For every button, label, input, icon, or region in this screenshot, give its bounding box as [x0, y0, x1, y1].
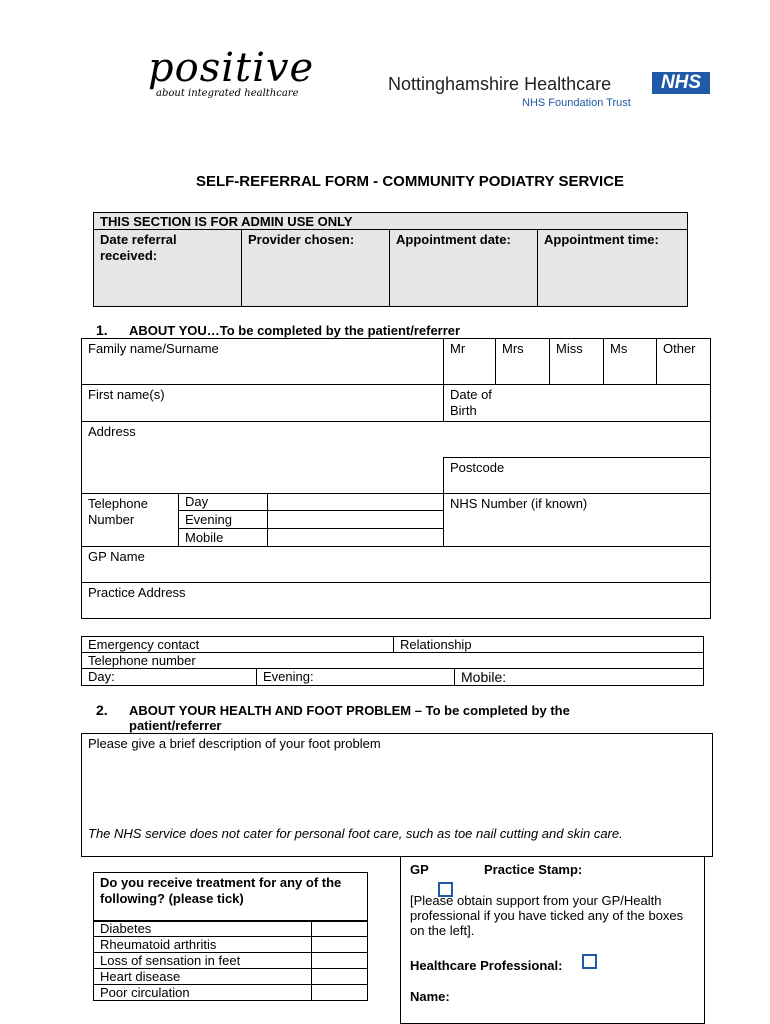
logo-tagline: about integrated healthcare [156, 88, 299, 99]
telephone-label: Telephone Number [88, 496, 148, 527]
admin-appt-time-label: Appointment time: [544, 232, 659, 247]
telephone-label-cell [81, 493, 179, 547]
practice-address-label: Practice Address [88, 585, 186, 600]
page-title: SELF-REFERRAL FORM - COMMUNITY PODIATRY SERVICE [195, 173, 625, 190]
emergency-day-field[interactable] [81, 668, 257, 686]
positive-logo [148, 45, 318, 108]
admin-appt-date[interactable] [389, 229, 538, 307]
admin-provider[interactable] [241, 229, 390, 307]
name-label: Name: [410, 989, 450, 1004]
gp-label: GP [410, 862, 429, 877]
title-mrs[interactable] [495, 338, 550, 385]
hcp-label: Healthcare Professional: [410, 958, 563, 973]
emergency-contact-label: Emergency contact [88, 637, 200, 652]
condition-label-cell [93, 920, 312, 937]
title-miss[interactable] [549, 338, 604, 385]
phone-day-label: Day [185, 494, 209, 509]
title-other[interactable] [656, 338, 711, 385]
address-field[interactable] [81, 421, 711, 458]
phone-day-input[interactable] [267, 493, 444, 511]
condition-label-cell [93, 968, 312, 985]
condition-tick-cell[interactable] [311, 984, 368, 1001]
title-mr[interactable] [443, 338, 496, 385]
emergency-telephone-row [81, 652, 704, 669]
admin-date-referral-label: Date referral received: [100, 232, 177, 263]
relationship-label: Relationship [400, 637, 472, 652]
admin-provider-label: Provider chosen: [248, 232, 355, 247]
title-miss-label: Miss [556, 341, 583, 356]
nhs-number-field[interactable] [443, 493, 711, 547]
section2-number: 2. [96, 702, 108, 718]
conditions-question-text: Do you receive treatment for any of the following? (please tick) [100, 875, 342, 906]
condition-label: Heart disease [100, 969, 181, 984]
family-name-field[interactable] [81, 338, 444, 385]
gp-name-field[interactable] [81, 546, 711, 583]
title-mr-label: Mr [450, 341, 466, 356]
emergency-contact-field[interactable] [81, 636, 394, 653]
admin-appt-time[interactable] [537, 229, 688, 307]
logo-text: positive [148, 45, 315, 91]
conditions-question [93, 872, 368, 922]
section2-heading [129, 703, 629, 733]
emergency-evening-field[interactable] [256, 668, 455, 686]
phone-mobile-input[interactable] [267, 528, 444, 547]
section1-heading: ABOUT YOU…To be completed by the patient/referrer [129, 323, 461, 338]
address-field-cont[interactable] [81, 457, 444, 494]
emergency-mobile-label: Mobile: [461, 669, 507, 685]
emergency-evening-label: Evening: [263, 669, 314, 684]
emergency-telephone-label: Telephone number [88, 653, 196, 668]
section2-heading-text: ABOUT YOUR HEALTH AND FOOT PROBLEM – To be completed by the patient/referrer [129, 703, 570, 733]
first-name-label: First name(s) [88, 387, 165, 402]
condition-tick-cell[interactable] [311, 952, 368, 969]
admin-date-referral[interactable] [93, 229, 242, 307]
emergency-mobile-field[interactable] [454, 668, 704, 686]
stamp-note: [Please obtain support from your GP/Health professional if you have ticked any of the boxes on the left]. [410, 893, 684, 938]
dob-label: Date of Birth [450, 387, 492, 418]
condition-label-cell [93, 952, 312, 969]
admin-appt-date-label: Appointment date: [396, 232, 511, 247]
hcp-checkbox[interactable] [582, 954, 597, 969]
relationship-field[interactable] [393, 636, 704, 653]
phone-evening-label-cell [178, 510, 268, 529]
phone-mobile-label: Mobile [185, 530, 224, 545]
postcode-field[interactable] [443, 457, 711, 494]
practice-stamp-label: Practice Stamp: [484, 862, 583, 877]
first-name-field[interactable] [81, 384, 444, 422]
admin-heading: THIS SECTION IS FOR ADMIN USE ONLY [100, 214, 353, 229]
address-label: Address [88, 424, 136, 439]
emergency-day-label: Day: [88, 669, 115, 684]
section1-number: 1. [96, 322, 108, 338]
condition-label: Poor circulation [100, 985, 190, 1000]
org-subtitle: NHS Foundation Trust [522, 97, 631, 109]
practice-address-field[interactable] [81, 582, 711, 619]
condition-tick-cell[interactable] [311, 936, 368, 953]
condition-tick-cell[interactable] [311, 968, 368, 985]
foot-problem-prompt: Please give a brief description of your foot problem [88, 736, 381, 751]
phone-mobile-label-cell [178, 528, 268, 547]
org-name: Nottinghamshire Healthcare [388, 74, 612, 94]
condition-label: Diabetes [100, 921, 152, 936]
family-name-label: Family name/Surname [88, 341, 219, 356]
condition-label: Loss of sensation in feet [100, 953, 241, 968]
condition-label-cell [93, 936, 312, 953]
nhs-number-label: NHS Number (if known) [450, 496, 588, 511]
condition-label-cell [93, 984, 312, 1001]
title-other-label: Other [663, 341, 696, 356]
dob-field[interactable] [443, 384, 711, 422]
phone-day-label-cell [178, 493, 268, 511]
phone-evening-label: Evening [185, 512, 232, 527]
condition-tick-cell[interactable] [311, 920, 368, 937]
condition-label: Rheumatoid arthritis [100, 937, 217, 952]
postcode-label: Postcode [450, 460, 505, 475]
gp-name-label: GP Name [88, 549, 145, 564]
phone-evening-input[interactable] [267, 510, 444, 529]
disclaimer-text: The NHS service does not cater for personal foot care, such as toe nail cutting and skin care. [88, 826, 623, 841]
title-ms[interactable] [603, 338, 657, 385]
title-mrs-label: Mrs [502, 341, 524, 356]
nhs-logo: NHS [652, 72, 710, 94]
title-ms-label: Ms [610, 341, 628, 356]
